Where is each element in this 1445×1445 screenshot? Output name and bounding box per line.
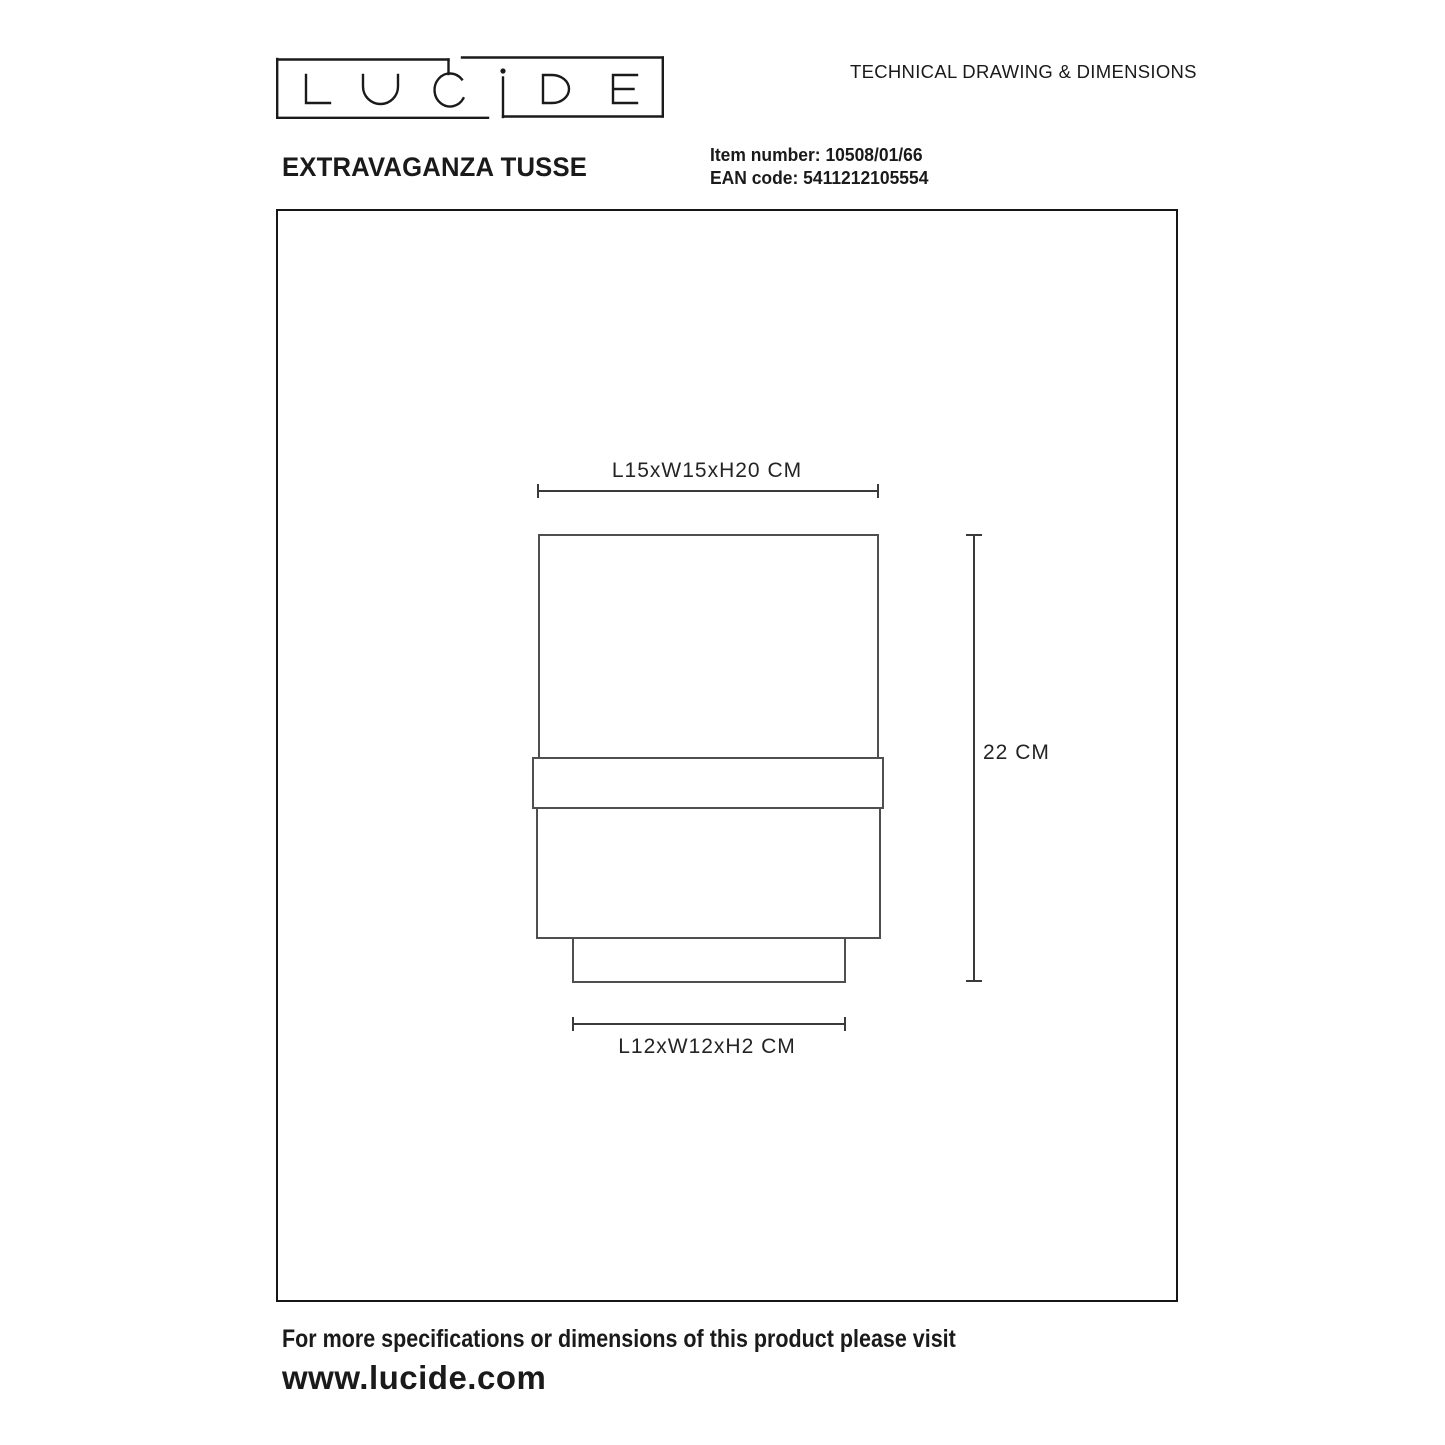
lucide-logo <box>276 50 666 122</box>
footer-url: www.lucide.com <box>282 1359 547 1396</box>
item-number-row <box>710 144 928 167</box>
product-name: EXTRAVAGANZA TUSSE <box>282 152 588 182</box>
lamp-body <box>537 808 880 938</box>
item-number-label: Item number: <box>710 145 821 165</box>
logo-letter-i-dot <box>500 68 505 73</box>
logo-letter-c <box>435 73 464 106</box>
dim-line-top <box>538 484 878 498</box>
lamp-ring <box>533 758 883 808</box>
logo-box <box>276 58 663 118</box>
item-number-value: 10508/01/66 <box>825 145 923 165</box>
footer <box>282 1325 1066 1397</box>
dim-line-right <box>966 535 982 981</box>
dim-label-top: L15xW15xH20 CM <box>611 459 803 482</box>
ean-label: EAN code: <box>710 167 799 188</box>
product-meta <box>710 144 935 189</box>
ean-value: 5411212105554 <box>803 167 929 188</box>
logo-letter-u <box>363 75 398 104</box>
logo-letter-d <box>543 75 569 103</box>
ean-row <box>710 167 928 190</box>
logo-letter-l <box>306 75 330 103</box>
footer-note: For more specifications or dimensions of this product please visit <box>282 1325 956 1353</box>
lamp-base <box>573 938 845 982</box>
drawing-frame <box>276 209 1178 1302</box>
dim-label-right: 22 CM <box>983 741 1050 764</box>
dim-line-bottom <box>573 1017 845 1031</box>
dim-label-bottom: L12xW12xH2 CM <box>618 1035 796 1058</box>
logo-letters <box>306 68 637 117</box>
doc-title: TECHNICAL DRAWING & DIMENSIONS <box>850 61 1197 82</box>
lamp-shade <box>539 535 878 758</box>
logo-letter-e <box>613 75 637 103</box>
